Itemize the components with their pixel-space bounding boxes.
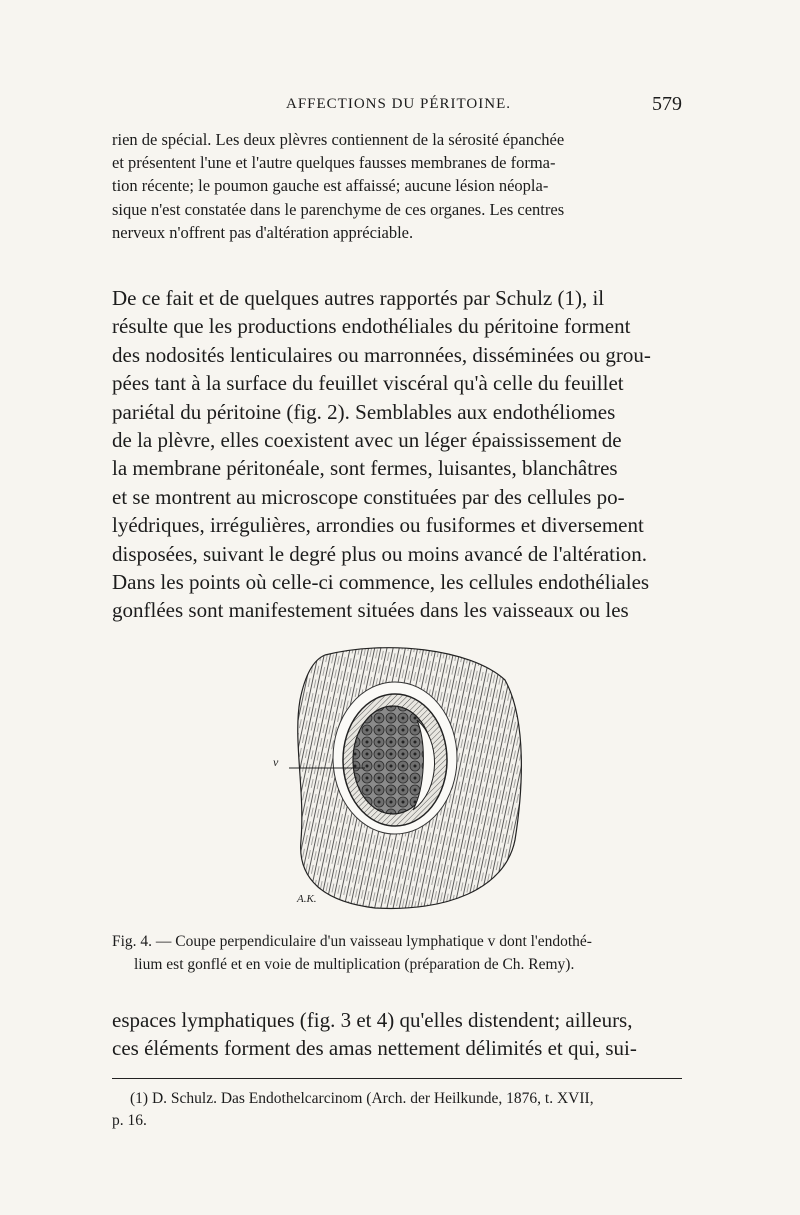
text-line: des nodosités lenticulaires ou marronnées, disséminées ou grou- [112, 342, 651, 367]
text-line: nerveux n'offrent pas d'altération appréciable. [112, 222, 414, 242]
text-line: De ce fait et de quelques autres rapportés par Schulz (1), il [112, 286, 605, 310]
running-title: AFFECTIONS DU PÉRITOINE. [286, 96, 511, 112]
artist-initials: A.K. [297, 893, 317, 905]
text-line: résulte que les productions endothéliales du péritoine forment [112, 314, 631, 339]
page-number: 579 [652, 93, 682, 115]
text-line: de la plèvre, elles coexistent avec un léger épaississement de [112, 428, 622, 453]
small-paragraph [112, 128, 682, 244]
footnote-line: p. 16. [112, 1112, 147, 1129]
text-line: gonflées sont manifestement situées dans les vaisseaux ou les [112, 598, 629, 623]
footnote-divider [112, 1078, 682, 1079]
footnote-line: (1) D. Schulz. Das Endothelcarcinom (Arch. der Heilkunde, 1876, t. XVII, [130, 1090, 594, 1107]
text-line: et se montrent au microscope constituées par des cellules po- [112, 484, 625, 509]
text-line: pées tant à la surface du feuillet viscéral qu'à celle du feuillet [112, 371, 624, 396]
main-paragraph [112, 284, 682, 625]
text-line: sique n'est constatée dans le parenchyme de ces organes. Les centres [112, 199, 565, 219]
text-line: rien de spécial. Les deux plèvres contiennent de la sérosité épanchée [112, 130, 565, 149]
text-line: la membrane péritonéale, sont fermes, luisantes, blanchâtres [112, 456, 618, 481]
footnote [112, 1088, 682, 1132]
text-line: tion récente; le poumon gauche est affaissé; aucune lésion néopla- [112, 176, 549, 196]
text-line: ces éléments forment des amas nettement délimités et qui, sui- [112, 1036, 637, 1061]
figure-caption [112, 930, 682, 976]
figure-label-v: v [273, 755, 279, 769]
text-line: et présentent l'une et l'autre quelques fausses membranes de forma- [112, 153, 556, 173]
continued-paragraph [112, 1006, 682, 1063]
text-line: pariétal du péritoine (fig. 2). Semblables aux endothéliomes [112, 399, 616, 424]
text-line: lyédriques, irrégulières, arrondies ou fusiformes et diversement [112, 513, 644, 538]
text-line: disposées, suivant le degré plus ou moins avancé de l'altération. [112, 541, 648, 566]
figure-illustration [265, 640, 530, 915]
text-line: Dans les points où celle-ci commence, les cellules endothéliales [112, 570, 650, 595]
lymphatic-vessel-engraving [265, 640, 530, 915]
text-line: espaces lymphatiques (fig. 3 et 4) qu'elles distendent; ailleurs, [112, 1008, 633, 1032]
caption-line: Fig. 4. — Coupe perpendiculaire d'un vaisseau lymphatique v dont l'endothé- [112, 933, 592, 950]
page-header [112, 93, 682, 118]
caption-line: lium est gonflé et en voie de multiplication (préparation de Ch. Remy). [134, 956, 575, 973]
